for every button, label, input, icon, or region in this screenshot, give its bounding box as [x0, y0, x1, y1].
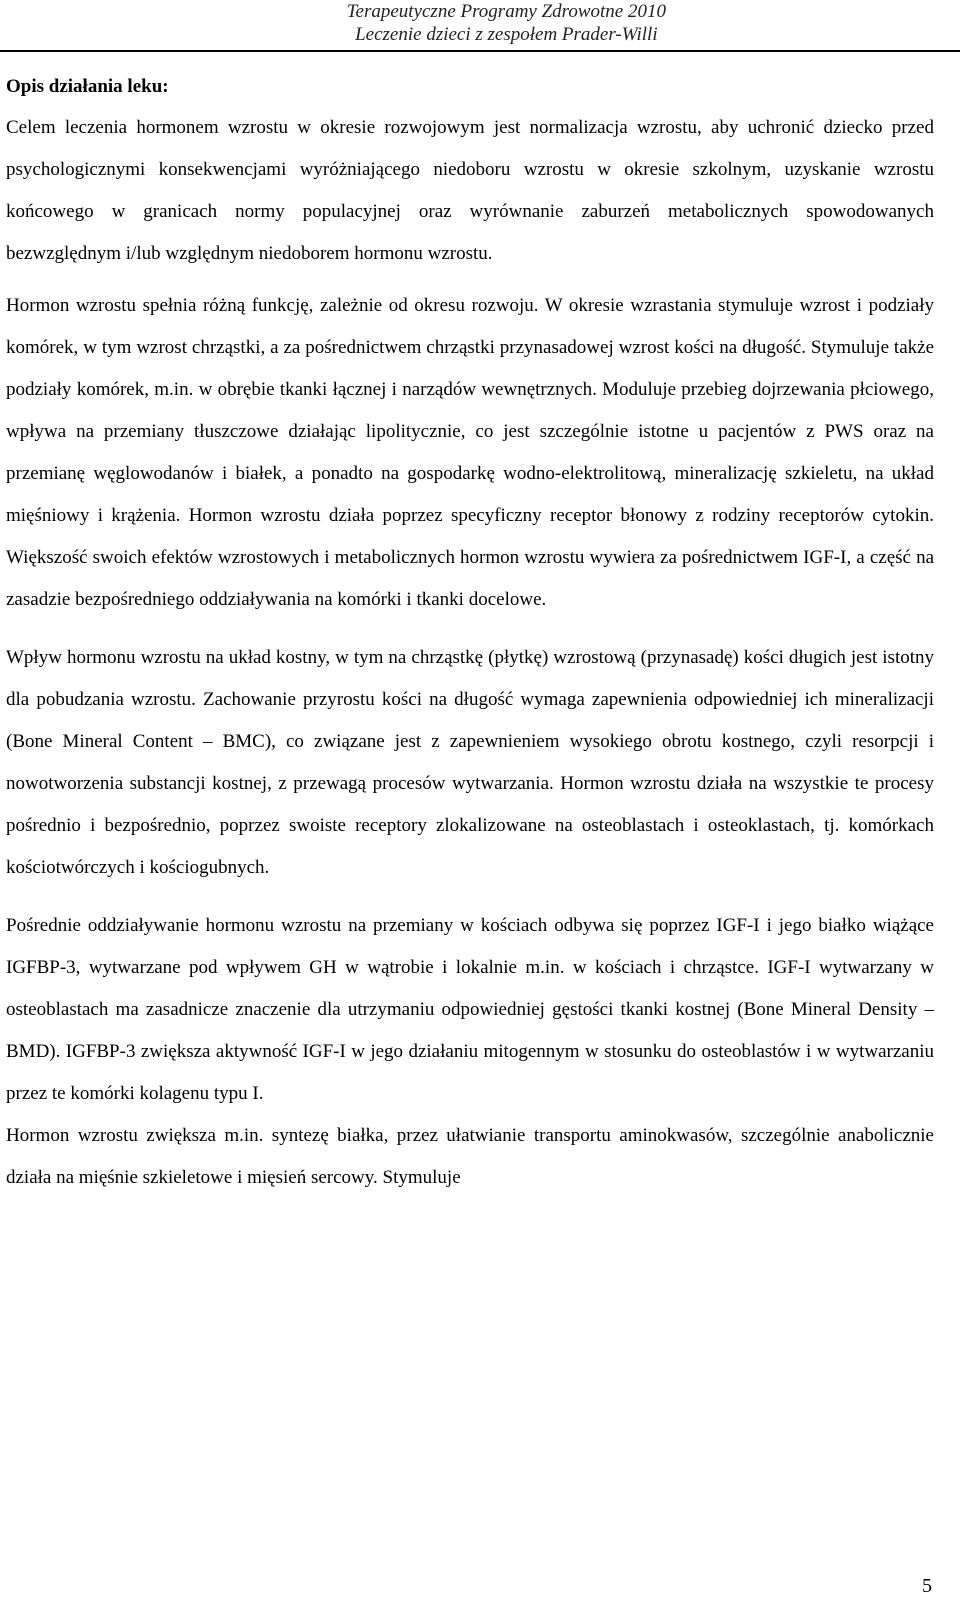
- running-header: [347, 0, 666, 46]
- body-paragraph: Pośrednie oddziaływanie hormonu wzrostu na przemiany w kościach odbywa się poprzez IGF-I i jego białko wiążące IGFBP-3, wytwarzane pod wpływem GH w wątrobie i lokalnie m.in. w kościach i chrząstce. IGF-I wytwarzany w osteoblastach ma zasadnicze znaczenie dla utrzymaniu odpowiedniej gęstości tkanki kostnej (Bone Mineral Density – BMD). IGFBP-3 zwiększa aktywność IGF-I w jego działaniu mitogennym w stosunku do osteoblastów i w wytwarzaniu przez te komórki kolagenu typu I.: [6, 915, 934, 1104]
- document-body: [6, 72, 934, 1199]
- page-number: 5: [922, 1575, 932, 1597]
- header-divider: [0, 50, 960, 52]
- header-program-title: Terapeutyczne Programy Zdrowotne 2010: [346, 1, 666, 22]
- body-paragraph: Wpływ hormonu wzrostu na układ kostny, w tym na chrząstkę (płytkę) wzrostową (przynasadę) kości długich jest istotny dla pobudzania wzrostu. Zachowanie przyrostu kości na długość wymaga zapewnienia odpowiedniej ich mineralizacji (Bone Mineral Content – BMC), co związane jest z zapewnieniem wysokiego obrotu kostnego, czyli resorpcji i nowotworzenia substancji kostnej, z przewagą procesów wytwarzania. Hormon wzrostu działa na wszystkie te procesy pośrednio i bezpośrednio, poprzez swoiste receptory zlokalizowane na osteoblastach i osteoklastach, tj. komórkach kościotwórczych i kościogubnych.: [6, 647, 934, 878]
- body-paragraph: Celem leczenia hormonem wzrostu w okresie rozwojowym jest normalizacja wzrostu, aby uchronić dziecko przed psychologicznymi konsekwencjami wyróżniającego niedoboru wzrostu w okresie szkolnym, uzyskanie wzrostu końcowego w granicach normy populacyjnej oraz wyrównanie zaburzeń metabolicznych spowodowanych bezwzględnym i/lub względnym niedoborem hormonu wzrostu.: [6, 117, 934, 264]
- header-program-subtitle: Leczenie dzieci z zespołem Prader-Willi: [355, 24, 658, 45]
- section-heading: Opis działania leku:: [6, 76, 169, 97]
- body-paragraph: Hormon wzrostu spełnia różną funkcję, zależnie od okresu rozwoju. W okresie wzrastania stymuluje wzrost i podziały komórek, w tym wzrost chrząstki, a za pośrednictwem chrząstki przynasadowej wzrost kości na długość. Stymuluje także podziały komórek, m.in. w obrębie tkanki łącznej i narządów wewnętrznych. Moduluje przebieg dojrzewania płciowego, wpływa na przemiany tłuszczowe działając lipolitycznie, co jest szczególnie istotne u pacjentów z PWS oraz na przemianę węglowodanów i białek, a ponadto na gospodarkę wodno-elektrolitową, mineralizację szkieletu, na układ mięśniowy i krążenia. Hormon wzrostu działa poprzez specyficzny receptor błonowy z rodziny receptorów cytokin. Większość swoich efektów wzrostowych i metabolicznych hormon wzrostu wywiera za pośrednictwem IGF-I, a część na zasadzie bezpośredniego oddziaływania na komórki i tkanki docelowe.: [6, 295, 934, 610]
- body-paragraph: Hormon wzrostu zwiększa m.in. syntezę białka, przez ułatwianie transportu aminokwasów, szczególnie anabolicznie działa na mięśnie szkieletowe i mięsień sercowy. Stymuluje: [6, 1125, 934, 1188]
